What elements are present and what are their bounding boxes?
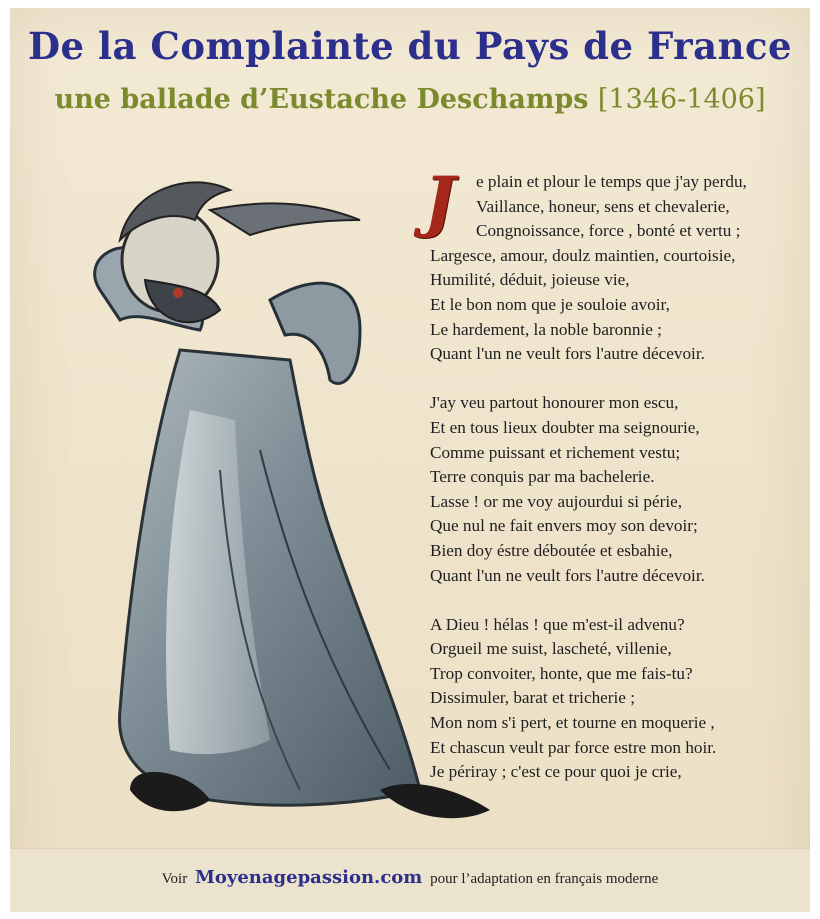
poem-line: Terre conquis par ma bachelerie.	[430, 467, 655, 487]
footer-suffix: pour l’adaptation en français moderne	[430, 871, 659, 887]
poem-line: Largesce, amour, doulz maintien, courtoisie,	[430, 245, 736, 265]
hair-strand	[210, 203, 360, 235]
poem-line: A Dieu ! hélas ! que m'est-il advenu?	[430, 614, 685, 634]
poem-line: J'ay veu partout honourer mon escu,	[430, 393, 679, 413]
poem-line: Que nul ne fait envers moy son devoir;	[430, 516, 698, 536]
poem-line: Quant l'un ne veult fors l'autre décevoir.	[430, 344, 705, 364]
mouth	[173, 288, 183, 298]
poem-line: Et chascun veult par force estre mon hoir.	[430, 737, 717, 757]
poem-line: Vaillance, honeur, sens et chevalerie,	[476, 196, 730, 216]
poem-line: Trop convoiter, honte, que me fais-tu?	[430, 663, 693, 683]
robe-shape	[120, 350, 420, 805]
subtitle-text: une ballade d’Eustache Deschamps	[54, 84, 589, 115]
poem-line: Lasse ! or me voy aujourdui si périe,	[430, 491, 683, 511]
subtitle-years: [1346-1406]	[597, 84, 766, 115]
poem-line: Le hardement, la noble baronnie ;	[430, 319, 662, 339]
right-shoe	[380, 784, 490, 818]
stanza-gap	[430, 367, 800, 392]
poem-line: Congnoissance, force , bonté et vertu ;	[476, 221, 741, 241]
poem-line: Quant l'un ne veult fors l'autre décevoir.	[430, 565, 705, 585]
poem-line: Dissimuler, barat et tricherie ;	[430, 688, 636, 708]
poem-line: Et en tous lieux doubter ma seignourie,	[430, 417, 700, 437]
poem-line: Mon nom s'i pert, et tourne en moquerie ,	[430, 713, 715, 733]
footer-prefix: Voir	[161, 871, 188, 887]
poem-line: Et le bon nom que je souloie avoir,	[430, 294, 670, 314]
poem	[424, 162, 800, 785]
dropcap-letter: J	[424, 162, 456, 240]
poem-line: e plain et plour le temps que j'ay perdu,	[476, 172, 747, 191]
footer-bar	[10, 848, 810, 912]
poem-line: Humilité, déduit, joieuse vie,	[430, 270, 630, 290]
stanza-gap	[430, 588, 800, 613]
page-title: De la Complainte du Pays de France	[27, 24, 793, 68]
poem-line: Orgueil me suist, lascheté, villenie,	[430, 639, 672, 659]
site-link[interactable]: Moyenagepassion.com	[194, 867, 423, 888]
page-subtitle	[0, 84, 820, 115]
poem-line: Comme puissant et richement vestu;	[430, 442, 681, 462]
poem-line: Bien doy éstre déboutée et esbahie,	[430, 540, 673, 560]
poem-line: Je périray ; c'est ce pour quoi je crie,	[430, 762, 682, 782]
footer-text	[10, 867, 810, 888]
